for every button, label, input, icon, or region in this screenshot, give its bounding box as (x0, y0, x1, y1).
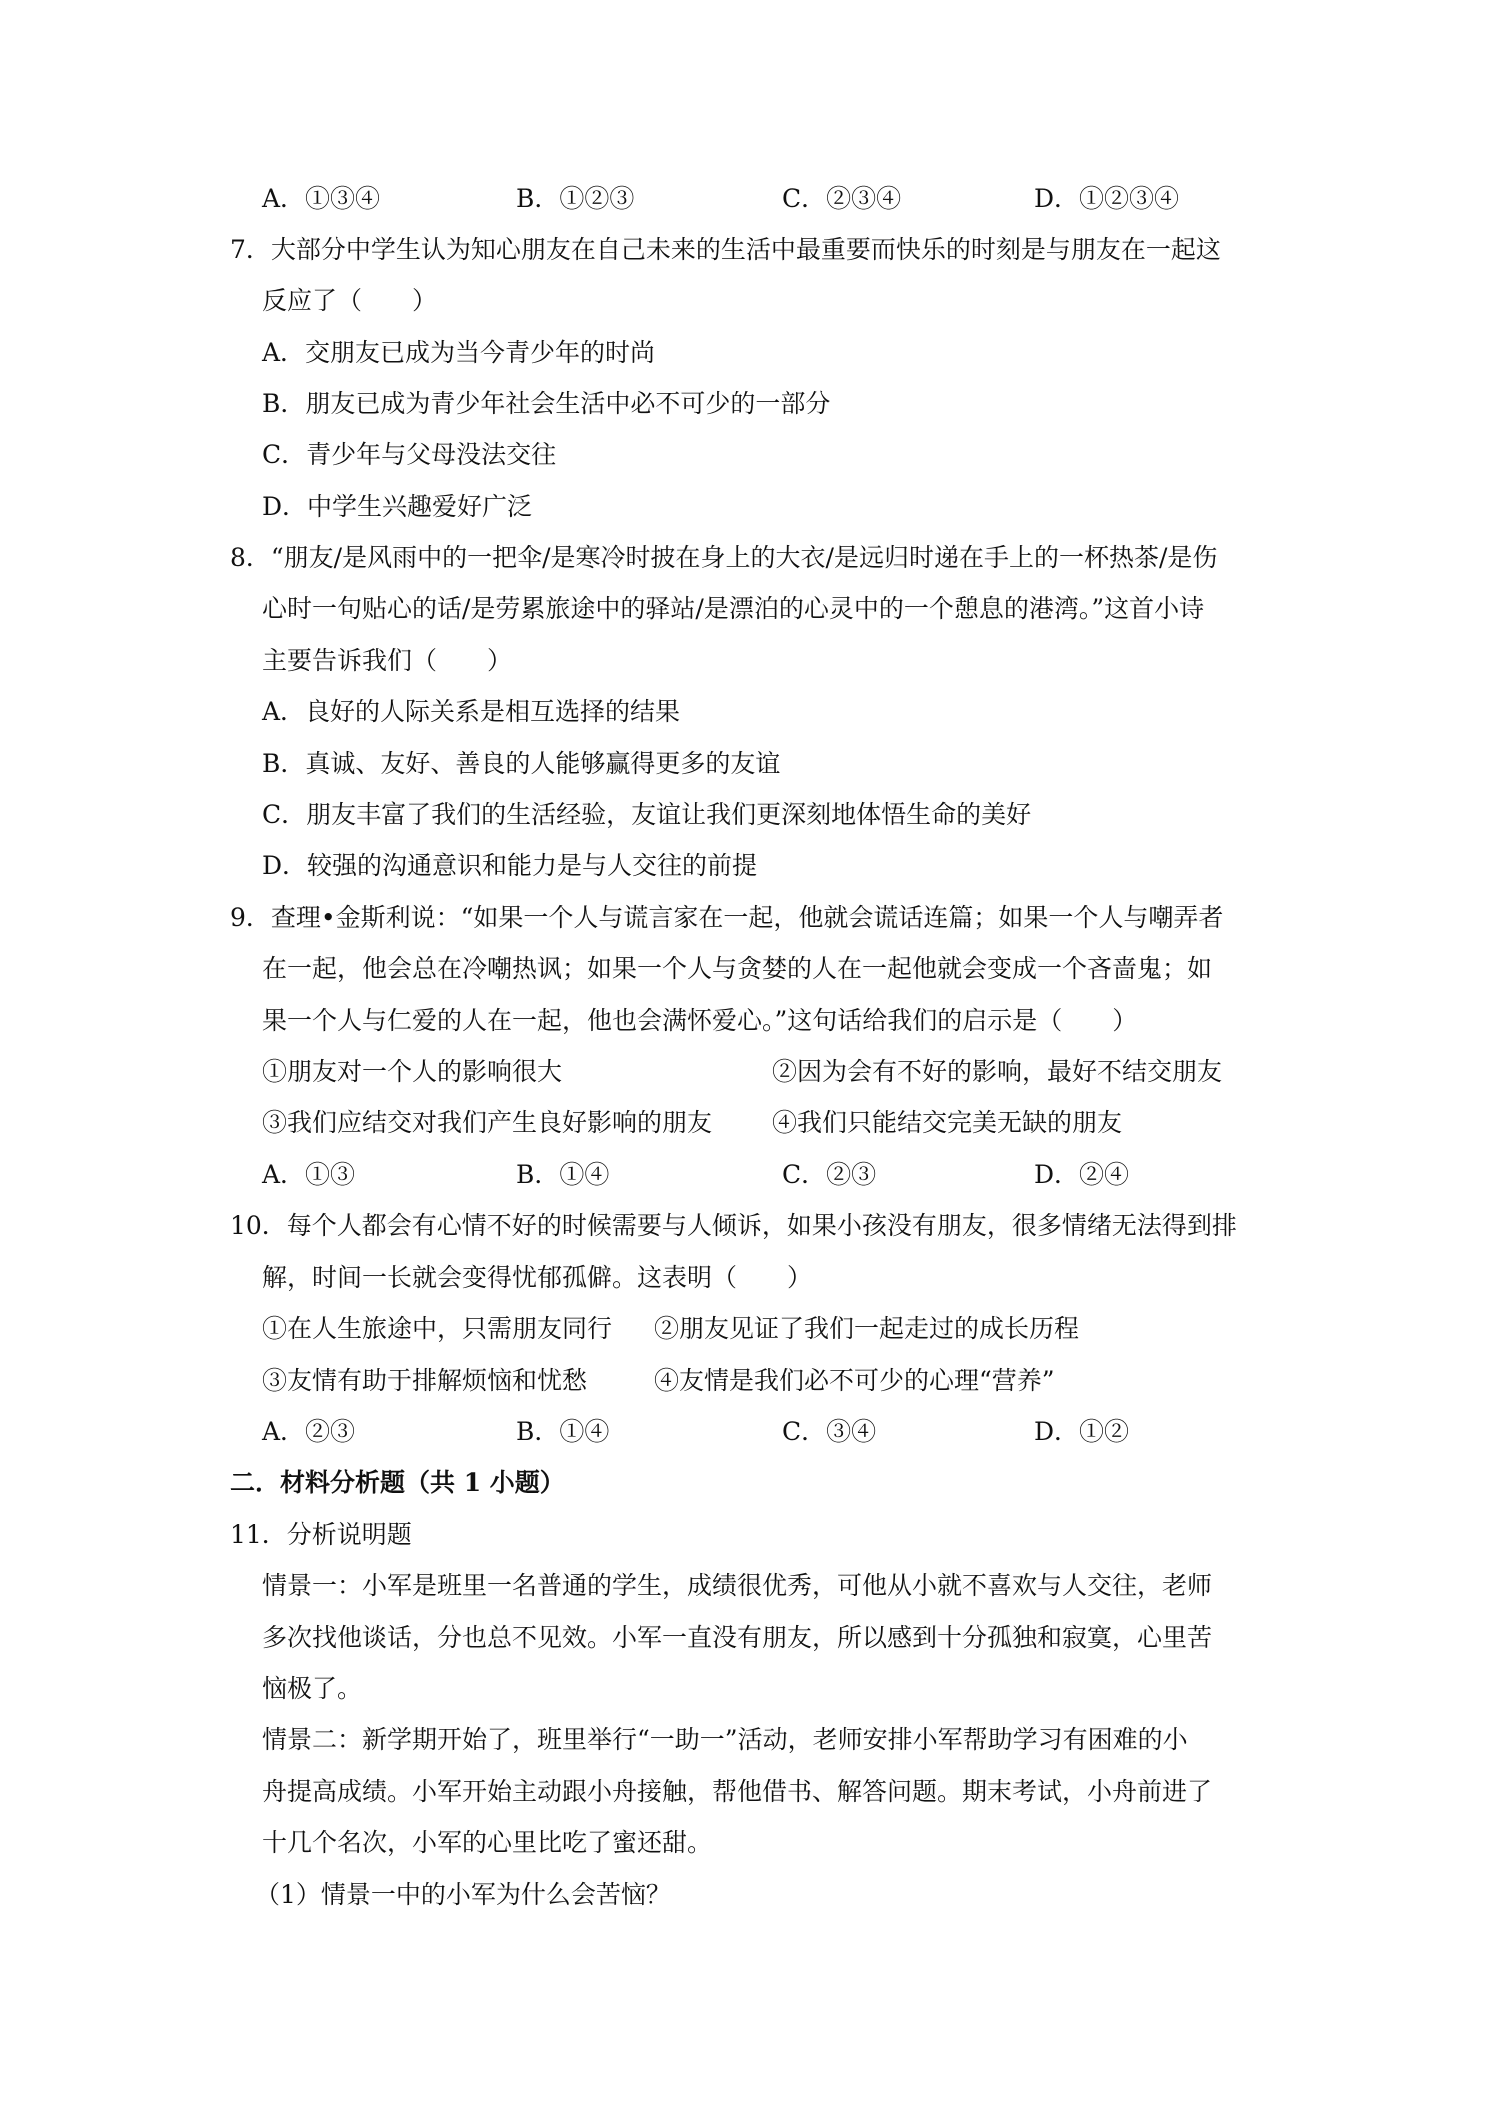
q10-stem-line-2: 解，时间一长就会变得忧郁孤僻。这表明（ ） (262, 1263, 813, 1292)
q6-option-b: B．①②③ (516, 184, 635, 213)
q11-scenario-1-line-2: 多次找他谈话，分也总不见效。小军一直没有朋友，所以感到十分孤独和寂寞，心里苦 (262, 1623, 1213, 1652)
q11-title: 11．分析说明题 (230, 1520, 412, 1549)
q9-stem-line-1: 9．查理•金斯利说：“如果一个人与谎言家在一起，他就会谎话连篇；如果一个人与嘲弄者 (230, 903, 1224, 932)
q8-option-d: D．较强的沟通意识和能力是与人交往的前提 (262, 851, 758, 880)
q11-scenario-1-line-3: 恼极了。 (262, 1674, 363, 1703)
q8-option-c: C．朋友丰富了我们的生活经验，友谊让我们更深刻地体悟生命的美好 (262, 800, 1032, 829)
q7-option-b: B．朋友已成为青少年社会生活中必不可少的一部分 (262, 389, 831, 418)
q11-scenario-2-line-1: 情景二：新学期开始了，班里举行“一助一”活动，老师安排小军帮助学习有困难的小 (262, 1725, 1188, 1754)
q8-option-a: A．良好的人际关系是相互选择的结果 (262, 697, 681, 726)
q11-subquestion-1: （1）情景一中的小军为什么会苦恼？ (255, 1880, 671, 1909)
q7-option-d: D．中学生兴趣爱好广泛 (262, 492, 533, 521)
q9-stem-line-2: 在一起，他会总在冷嘲热讽；如果一个人与贪婪的人在一起他就会变成一个吝啬鬼；如 (262, 954, 1213, 983)
q10-statement-1: ①在人生旅途中，只需朋友同行 (262, 1314, 613, 1343)
q8-stem-line-3: 主要告诉我们（ ） (262, 646, 513, 675)
q10-stem-line-1: 10．每个人都会有心情不好的时候需要与人倾诉，如果小孩没有朋友，很多情绪无法得到排 (230, 1211, 1237, 1240)
q9-statement-3: ③我们应结交对我们产生良好影响的朋友 (262, 1108, 713, 1137)
q10-statement-3: ③友情有助于排解烦恼和忧愁 (262, 1366, 588, 1395)
q8-stem-line-2: 心时一句贴心的话/是劳累旅途中的驿站/是漂泊的心灵中的一个憩息的港湾。”这首小诗 (262, 594, 1205, 623)
q7-option-c: C．青少年与父母没法交往 (262, 440, 557, 469)
q9-stem-line-3: 果一个人与仁爱的人在一起，他也会满怀爱心。”这句话给我们的启示是（ ） (262, 1006, 1138, 1035)
q10-statement-2: ②朋友见证了我们一起走过的成长历程 (654, 1314, 1080, 1343)
q9-statement-1: ①朋友对一个人的影响很大 (262, 1057, 563, 1086)
q8-option-b: B．真诚、友好、善良的人能够赢得更多的友谊 (262, 749, 781, 778)
q11-scenario-2-line-3: 十几个名次，小军的心里比吃了蜜还甜。 (262, 1828, 713, 1857)
q10-option-a: A．②③ (262, 1417, 356, 1446)
q8-stem-line-1: 8．“朋友/是风雨中的一把伞/是寒冷时披在身上的大衣/是远归时递在手上的一杯热茶/是伤 (230, 543, 1218, 572)
q9-option-a: A．①③ (262, 1160, 356, 1189)
q11-scenario-2-line-2: 舟提高成绩。小军开始主动跟小舟接触，帮他借书、解答问题。期末考试，小舟前进了 (262, 1777, 1213, 1806)
q6-option-c: C．②③④ (782, 184, 902, 213)
section-2-title: 二．材料分析题（共 1 小题） (230, 1468, 565, 1497)
q7-stem-line-2: 反应了（ ） (262, 286, 438, 315)
q10-option-d: D．①② (1034, 1417, 1130, 1446)
q10-statement-4: ④友情是我们必不可少的心理“营养” (654, 1366, 1055, 1395)
q9-option-c: C．②③ (782, 1160, 877, 1189)
q11-scenario-1-line-1: 情景一：小军是班里一名普通的学生，成绩很优秀，可他从小就不喜欢与人交往，老师 (262, 1571, 1213, 1600)
q6-option-a: A．①③④ (262, 184, 381, 213)
q10-option-b: B．①④ (516, 1417, 610, 1446)
q9-option-b: B．①④ (516, 1160, 610, 1189)
q9-statement-2: ②因为会有不好的影响，最好不结交朋友 (772, 1057, 1223, 1086)
q7-stem-line-1: 7．大部分中学生认为知心朋友在自己未来的生活中最重要而快乐的时刻是与朋友在一起这 (230, 235, 1221, 264)
q6-option-d: D．①②③④ (1034, 184, 1180, 213)
q9-option-d: D．②④ (1034, 1160, 1130, 1189)
q7-option-a: A．交朋友已成为当今青少年的时尚 (262, 338, 656, 367)
q10-option-c: C．③④ (782, 1417, 877, 1446)
q9-statement-4: ④我们只能结交完美无缺的朋友 (772, 1108, 1123, 1137)
